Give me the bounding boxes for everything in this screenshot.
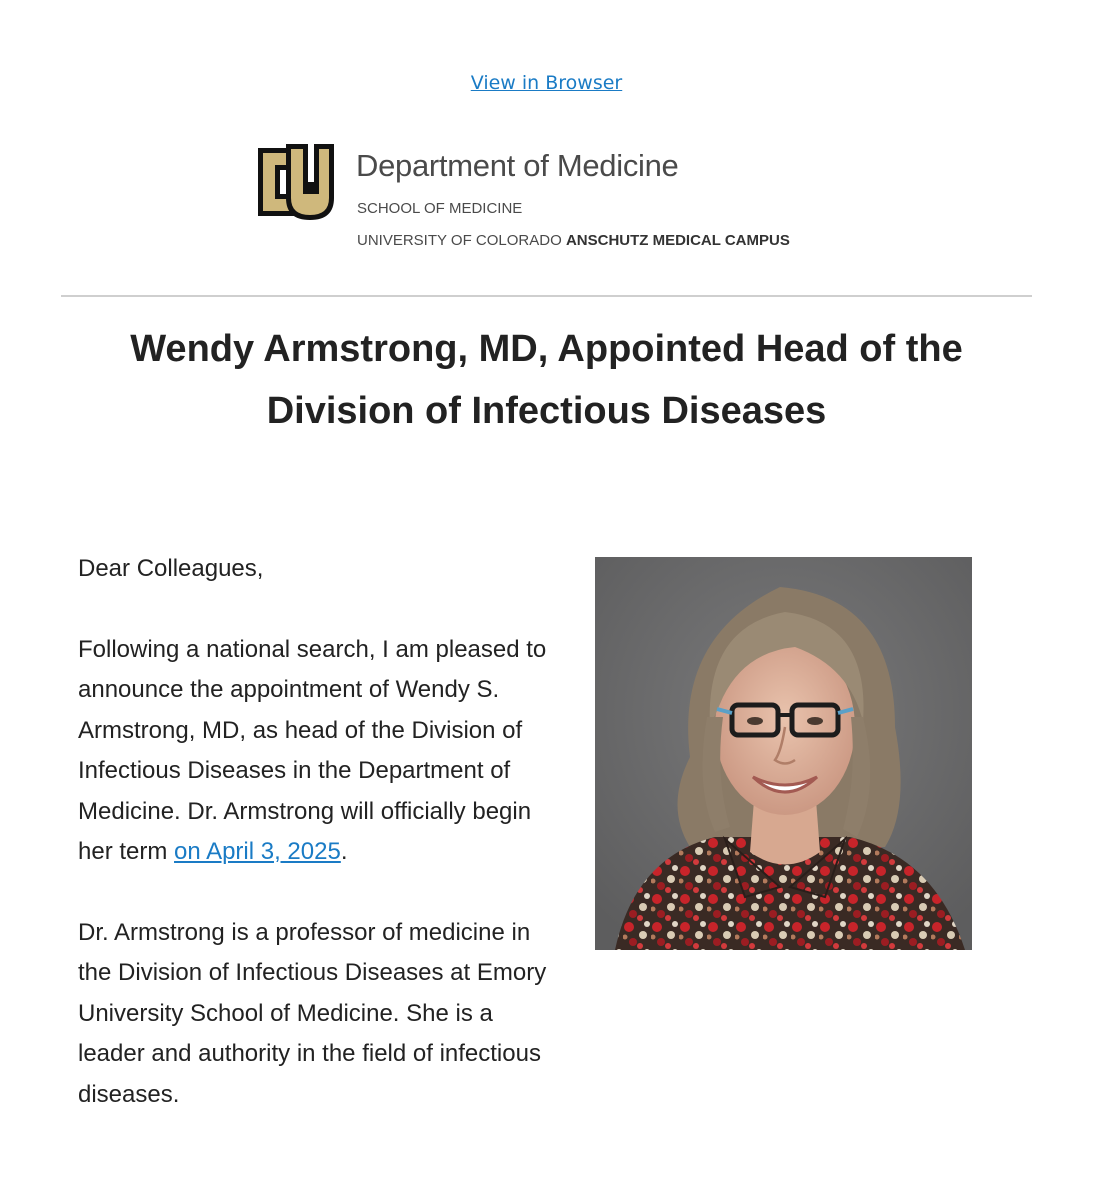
logo-school-name: SCHOOL OF MEDICINE — [357, 200, 523, 217]
logo-university-line — [357, 232, 790, 249]
announcement-period: . — [340, 838, 348, 865]
announcement-paragraph — [78, 630, 548, 873]
salutation: Dear Colleagues, — [78, 555, 264, 582]
bio-paragraph: Dr. Armstrong is a professor of medicine in the Division of Infectious Diseases at Emory University School of Medicine. She is a leader and authority in the field of infectious diseases. — [78, 918, 547, 1108]
cu-logo-icon — [252, 138, 338, 224]
logo-campus-name: ANSCHUTZ MEDICAL CAMPUS — [565, 232, 790, 249]
cu-department-logo — [252, 134, 852, 254]
view-in-browser-link[interactable]: View in Browser — [470, 72, 623, 94]
logo-department-name: Department of Medicine — [356, 148, 679, 183]
article-headline: Wendy Armstrong, MD, Appointed Head of the Division of Infectious Diseases — [130, 328, 963, 432]
header-divider — [61, 295, 1032, 297]
start-date-link[interactable]: on April 3, 2025 — [174, 838, 341, 865]
logo-university-prefix: UNIVERSITY OF COLORADO — [357, 232, 562, 249]
portrait-illustration — [595, 557, 972, 950]
view-in-browser-container — [0, 72, 1093, 94]
portrait-photo — [595, 557, 972, 950]
article-body — [78, 549, 548, 1155]
announcement-text: Following a national search, I am pleased to announce the appointment of Wendy S. Armstrong, MD, as head of the Division of Infectious Diseases in the Department of Medicine. Dr. Armstrong will officially begin her term — [78, 635, 547, 865]
